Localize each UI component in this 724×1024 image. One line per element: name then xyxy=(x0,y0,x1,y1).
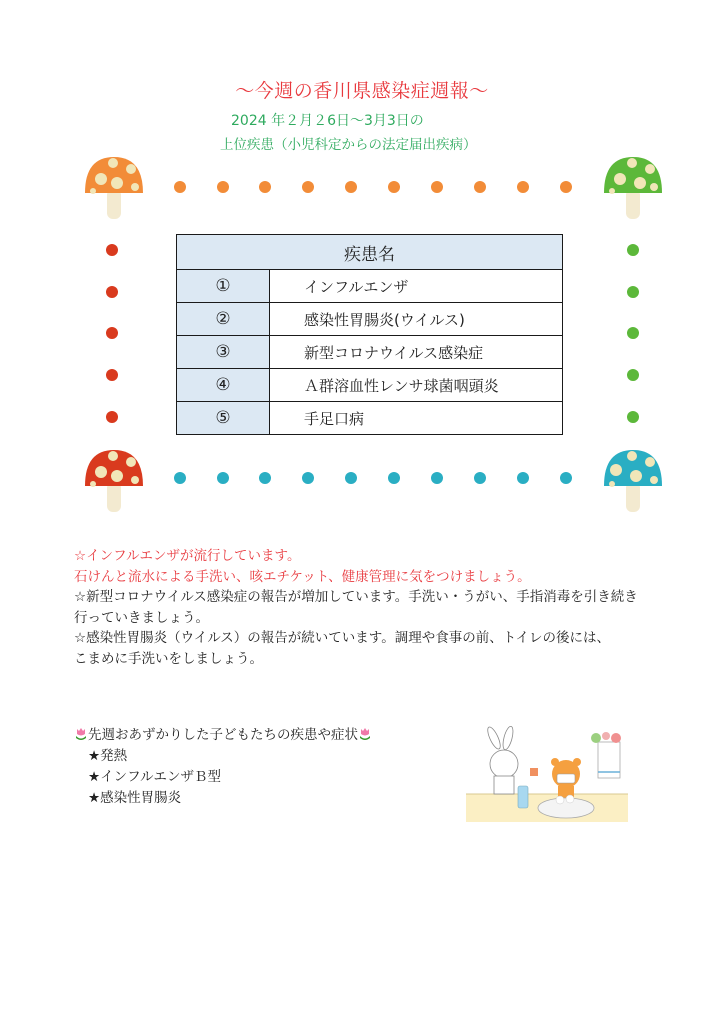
disease-name-cell: Ａ群溶血性レンサ球菌咽頭炎 xyxy=(270,369,563,402)
symptom-item: ★インフルエンザＢ型 xyxy=(88,769,222,785)
rank-cell: ③ xyxy=(177,336,270,369)
dot xyxy=(388,472,400,484)
disease-name-cell: 新型コロナウイルス感染症 xyxy=(270,336,563,369)
daycare-heading: 先週おあずかりした子どもたちの疾患や症状 xyxy=(88,727,358,743)
dot xyxy=(106,411,118,423)
dot xyxy=(106,286,118,298)
dot xyxy=(627,244,639,256)
dot xyxy=(259,472,271,484)
daycare-heading-row xyxy=(74,725,372,746)
dot xyxy=(174,472,186,484)
table-header: 疾患名 xyxy=(177,235,563,270)
dot xyxy=(345,181,357,193)
note-influenza: ☆インフルエンザが流行しています。 xyxy=(74,548,301,564)
table-row xyxy=(177,303,563,336)
dot xyxy=(627,369,639,381)
daycare-section xyxy=(74,725,372,809)
note-gastro: ☆感染性胃腸炎（ウイルス）の報告が続いています。調理や食事の前、トイレの後には、 xyxy=(74,630,611,646)
dot xyxy=(217,472,229,484)
disease-ranking-table xyxy=(176,234,563,435)
rank-cell: ⑤ xyxy=(177,402,270,435)
dot xyxy=(345,472,357,484)
dot xyxy=(517,472,529,484)
dot xyxy=(431,472,443,484)
dot xyxy=(259,181,271,193)
table-row xyxy=(177,270,563,303)
note-handwash: 石けんと流水による手洗い、咳エチケット、健康管理に気をつけましょう。 xyxy=(74,568,531,585)
note-covid: ☆新型コロナウイルス感染症の報告が増加しています。手洗い・うがい、手指消毒を引き続き xyxy=(74,589,638,605)
dot xyxy=(106,327,118,339)
dot xyxy=(174,181,186,193)
dot xyxy=(517,181,529,193)
dot xyxy=(217,181,229,193)
date-range: 2024 年２月２6日～3月3日の xyxy=(231,113,424,129)
dot xyxy=(627,411,639,423)
mushroom-green-icon xyxy=(602,153,664,219)
disease-name-cell: 手足口病 xyxy=(270,402,563,435)
dot xyxy=(302,472,314,484)
dot xyxy=(560,181,572,193)
dot xyxy=(106,369,118,381)
tulip-icon xyxy=(358,727,372,741)
disease-name-cell: 感染性胃腸炎(ウイルス) xyxy=(270,303,563,336)
subtitle: 上位疾患（小児科定からの法定届出疾病） xyxy=(220,137,477,153)
notes-section xyxy=(74,546,638,669)
dot xyxy=(627,286,639,298)
table-header-row xyxy=(177,235,563,270)
dot xyxy=(474,472,486,484)
symptom-item: ★発熱 xyxy=(88,748,128,764)
mushroom-orange-icon xyxy=(83,153,145,219)
dot xyxy=(627,327,639,339)
rank-cell: ④ xyxy=(177,369,270,402)
table-row xyxy=(177,402,563,435)
dot xyxy=(431,181,443,193)
tulip-icon xyxy=(74,727,88,741)
note-covid-cont: 行っていきましょう。 xyxy=(74,609,209,626)
dot xyxy=(474,181,486,193)
disease-name-cell: インフルエンザ xyxy=(270,270,563,303)
mushroom-teal-icon xyxy=(602,446,664,512)
dot xyxy=(560,472,572,484)
page-title: ～今週の香川県感染症週報～ xyxy=(235,80,489,102)
note-gastro-cont: こまめに手洗いをしましょう。 xyxy=(74,650,263,667)
symptom-item: ★感染性胃腸炎 xyxy=(88,790,182,806)
dot xyxy=(302,181,314,193)
rank-cell: ② xyxy=(177,303,270,336)
table-row xyxy=(177,369,563,402)
dot xyxy=(106,244,118,256)
rank-cell: ① xyxy=(177,270,270,303)
mushroom-red-icon xyxy=(83,446,145,512)
dot xyxy=(388,181,400,193)
handwashing-illustration xyxy=(466,726,628,822)
table-row xyxy=(177,336,563,369)
